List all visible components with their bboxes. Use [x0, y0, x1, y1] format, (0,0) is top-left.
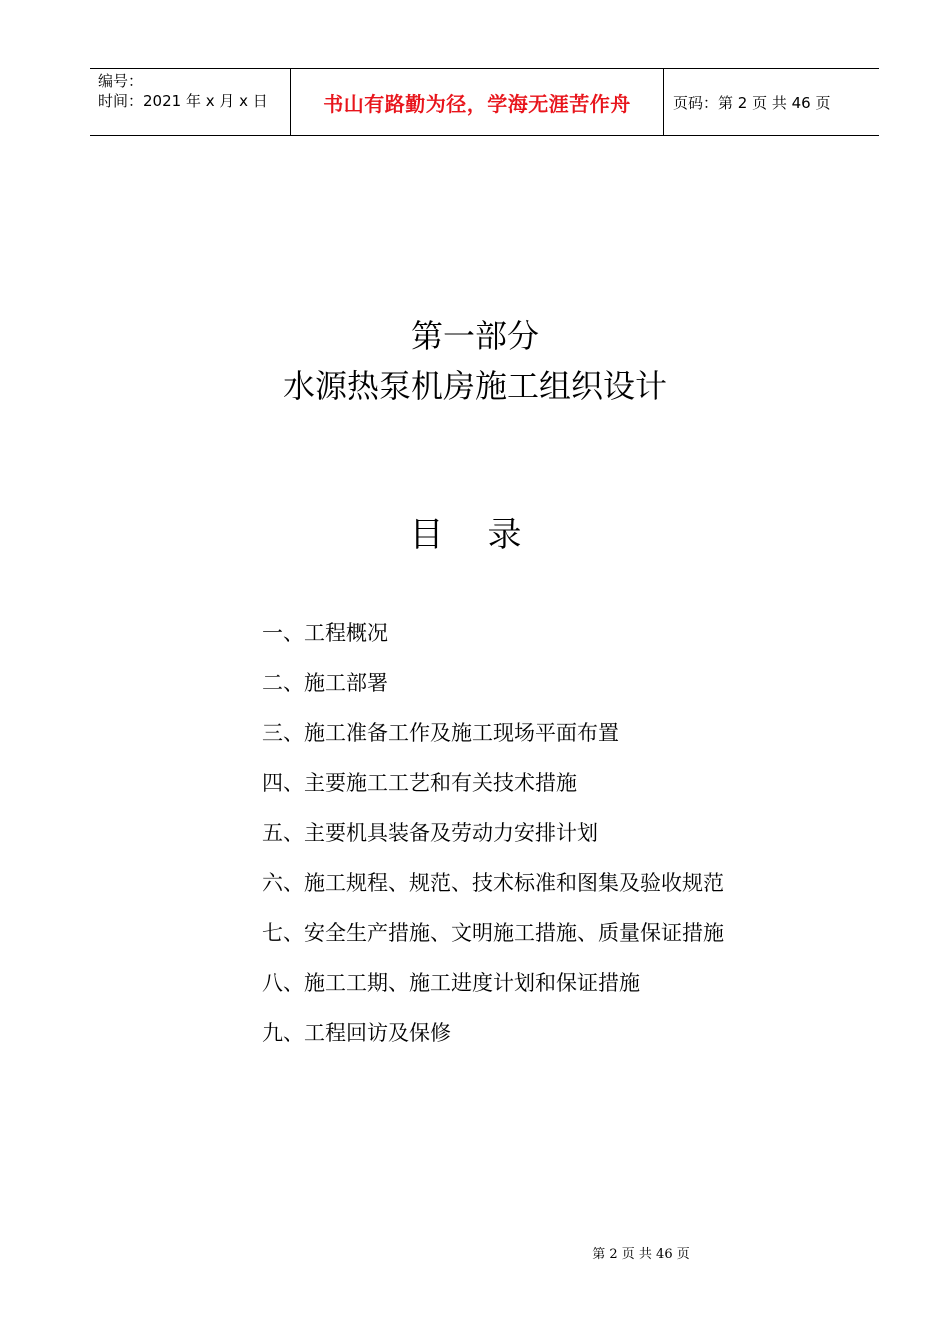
- header-motto: 书山有路勤为径，学海无涯苦作舟: [323, 91, 631, 116]
- header-page-cell: [664, 69, 879, 135]
- document-title: 水源热泵机房施工组织设计: [282, 367, 667, 405]
- part-title: 第一部分: [410, 317, 539, 355]
- toc-item: 五、主要机具装备及劳动力安排计划: [262, 821, 598, 845]
- toc-item: 七、安全生产措施、文明施工措施、质量保证措施: [262, 921, 724, 945]
- toc-item: 八、施工工期、施工进度计划和保证措施: [262, 971, 640, 995]
- header-meta-cell: [90, 69, 291, 135]
- toc-item: 一、工程概况: [262, 621, 388, 645]
- toc-item: 三、施工准备工作及施工现场平面布置: [262, 721, 619, 745]
- page-header: [90, 68, 879, 136]
- header-motto-cell: [291, 69, 664, 135]
- document-date: 时间：2021 年 x 月 x 日: [98, 92, 268, 110]
- toc-item: 四、主要施工工艺和有关技术措施: [262, 771, 577, 795]
- toc-item: 九、工程回访及保修: [262, 1021, 451, 1045]
- document-number-label: 编号：: [98, 72, 144, 90]
- table-of-contents: [262, 618, 724, 1068]
- toc-item: 二、施工部署: [262, 671, 388, 695]
- page-footer: 第 2 页 共 46 页: [592, 1247, 690, 1262]
- header-page-number: 页码：第 2 页 共 46 页: [673, 93, 831, 112]
- toc-item: 六、施工规程、规范、技术标准和图集及验收规范: [262, 871, 724, 895]
- toc-heading: 目录: [409, 515, 566, 555]
